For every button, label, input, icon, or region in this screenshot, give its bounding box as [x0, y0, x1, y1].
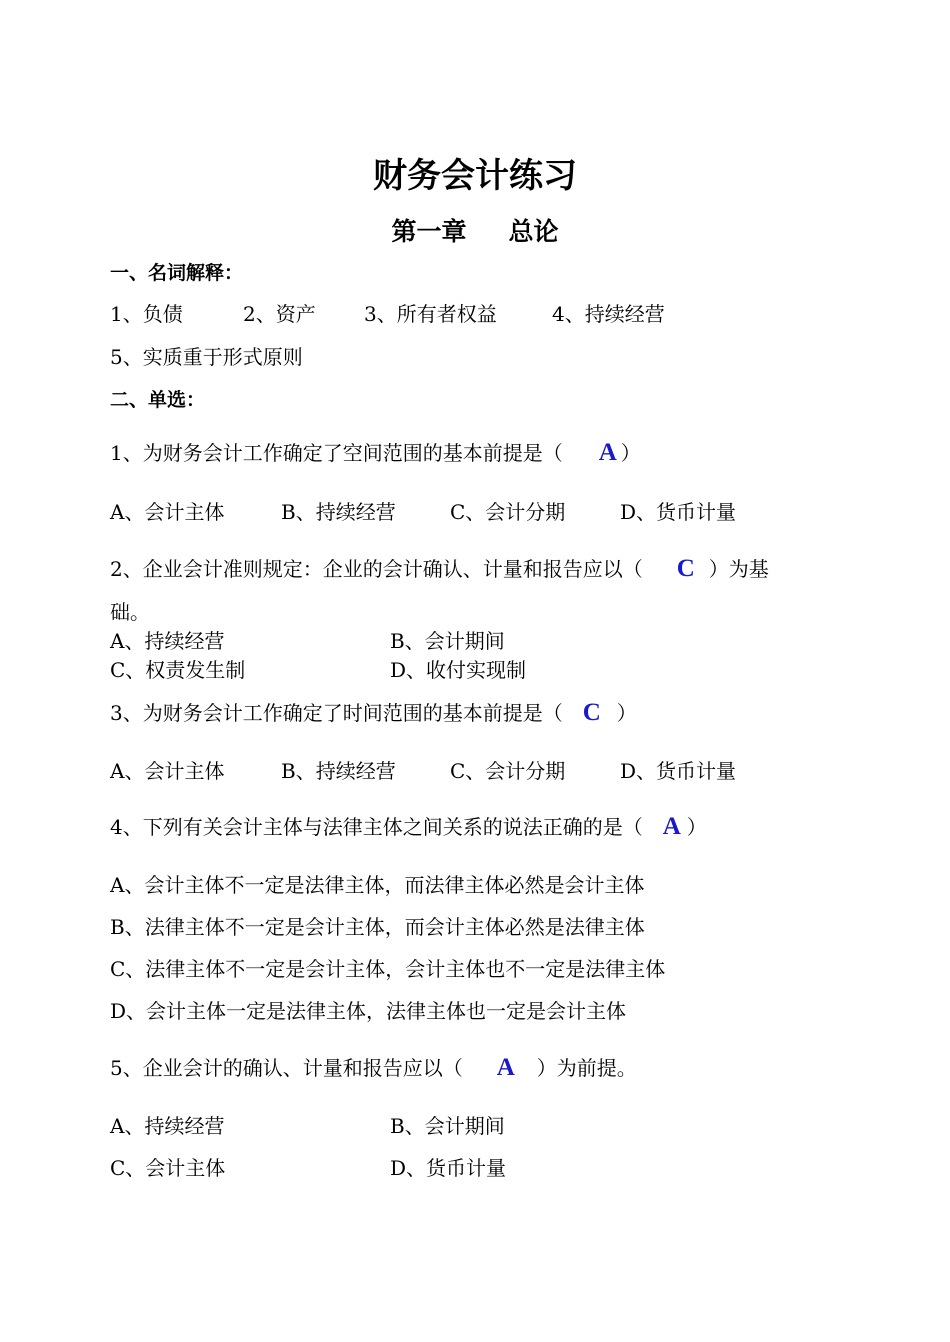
- stem-text: 3、为财务会计工作确定了时间范围的基本前提是（: [110, 701, 563, 725]
- option-item: D、货币计量: [620, 500, 737, 524]
- section-heading-definitions: 一、名词解释：: [110, 262, 244, 284]
- term-item: 4、持续经营: [552, 302, 665, 326]
- stem-text: ）: [686, 815, 707, 839]
- option-item: A、持续经营: [110, 629, 225, 653]
- term-item: 3、所有者权益: [364, 302, 497, 326]
- stem-text: ）为前提。: [536, 1056, 637, 1080]
- option-item: A、持续经营: [110, 1114, 225, 1138]
- question-stem-continuation: 础。: [110, 600, 150, 624]
- stem-text: ）: [616, 701, 637, 725]
- chapter-heading: [0, 212, 950, 248]
- option-item: A、会计主体: [110, 759, 225, 783]
- answer-mark: A: [496, 1054, 515, 1081]
- chapter-name: 总论: [508, 217, 559, 246]
- option-item: C、会计主体: [110, 1156, 226, 1180]
- option-item: B、法律主体不一定是会计主体，而会计主体必然是法律主体: [110, 915, 645, 939]
- question-stem: [110, 1052, 637, 1082]
- section-heading-single-choice: 二、单选：: [110, 389, 206, 411]
- stem-text: ）: [620, 441, 641, 465]
- answer-mark: C: [582, 699, 601, 726]
- question-stem: [110, 811, 707, 841]
- option-item: B、会计期间: [390, 629, 505, 653]
- page-title: 财务会计练习: [373, 156, 577, 196]
- question-stem: [110, 437, 641, 467]
- option-item: C、会计分期: [450, 500, 566, 524]
- option-item: D、货币计量: [620, 759, 737, 783]
- question-stem: [110, 553, 769, 583]
- stem-text: 1、为财务会计工作确定了空间范围的基本前提是（: [110, 441, 563, 465]
- option-item: A、会计主体不一定是法律主体，而法律主体必然是会计主体: [110, 873, 645, 897]
- option-item: B、会计期间: [390, 1114, 505, 1138]
- option-item: D、收付实现制: [390, 658, 527, 682]
- chapter-label: 第一章: [391, 217, 467, 246]
- stem-text: 5、企业会计的确认、计量和报告应以（: [110, 1056, 463, 1080]
- stem-text: 2、企业会计准则规定：企业的会计确认、计量和报告应以（: [110, 557, 643, 581]
- option-item: C、会计分期: [450, 759, 566, 783]
- option-item: D、会计主体一定是法律主体，法律主体也一定是会计主体: [110, 999, 627, 1023]
- stem-text: 4、下列有关会计主体与法律主体之间关系的说法正确的是（: [110, 815, 643, 839]
- term-item: 2、资产: [243, 302, 316, 326]
- stem-text: ）为基: [708, 557, 769, 581]
- term-item: 5、实质重于形式原则: [110, 345, 303, 369]
- answer-mark: A: [598, 439, 617, 466]
- option-item: B、持续经营: [281, 759, 396, 783]
- question-stem: [110, 697, 637, 727]
- option-item: A、会计主体: [110, 500, 225, 524]
- answer-mark: A: [662, 813, 681, 840]
- option-item: C、法律主体不一定是会计主体，会计主体也不一定是法律主体: [110, 957, 666, 981]
- term-item: 1、负债: [110, 302, 183, 326]
- option-item: B、持续经营: [281, 500, 396, 524]
- option-item: D、货币计量: [390, 1156, 507, 1180]
- answer-mark: C: [676, 555, 695, 582]
- option-item: C、权责发生制: [110, 658, 246, 682]
